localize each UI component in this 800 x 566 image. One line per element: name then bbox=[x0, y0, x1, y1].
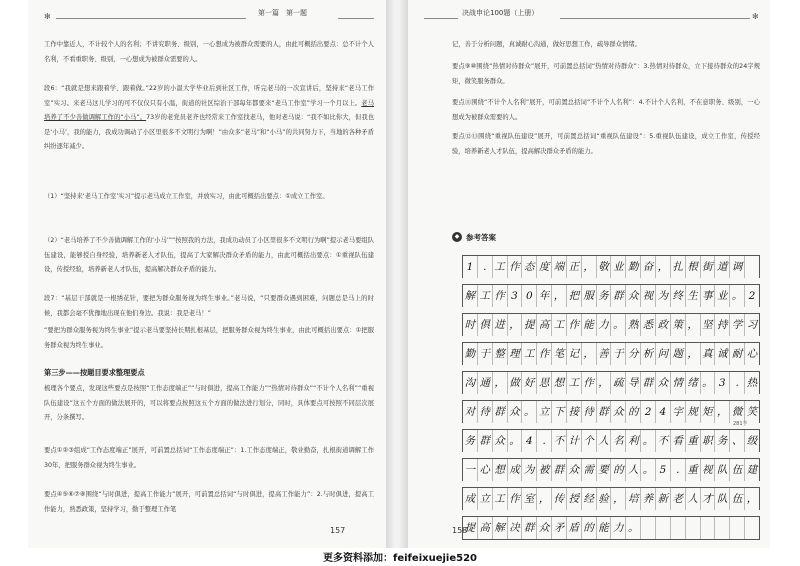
left-para-7: 梳理各个要点，发现这些要点是按照“工作态度端正”“与时俱进，提高工作能力”“热情对待群众”“不计个人名利”“重视队伍建设”这五个方面的做法展开的，可以将要点按照这五个方面的做法进行划分，同时，具体要点可按照不同层次展开，分条撰写。 bbox=[44, 385, 374, 421]
left-para-1: 工作中靠近人，不计较个人的名利；不讲究职务、级别，一心想成为被群众需要的人，由此可概括出要点：总不计个人名利，不看重职务、级别，一心想成为被群众需要的人。 bbox=[44, 41, 374, 63]
answer-grid-cell: 工 bbox=[567, 372, 582, 394]
answer-grid-cell: 情 bbox=[671, 372, 686, 394]
answer-grid-cell: 力 bbox=[597, 314, 612, 336]
left-para-9: 要点④⑤⑥⑦⑧围绕“与时俱进，提高工作能力”展开，可前置总括词“与时俱进，提高工作能力”：2.与时俱进，提高工作能力，熟悉政策，坚持学习，勤于整理工作笔 bbox=[44, 491, 374, 513]
header-rule-right-start bbox=[424, 18, 458, 19]
answer-grid-cell: 1 bbox=[463, 256, 478, 278]
answer-grid-cell: 。 bbox=[626, 517, 641, 539]
step3-heading: 第三步——按题目要求整理要点 bbox=[44, 368, 145, 377]
answer-grid-cell: 工 bbox=[493, 488, 508, 510]
answer-grid-cell: 级 bbox=[746, 435, 758, 447]
header-rule-right bbox=[560, 18, 750, 19]
answer-grid-cell: 人 bbox=[686, 488, 701, 510]
answer-grid-cell: 队 bbox=[715, 459, 730, 481]
answer-grid-cell: 为 bbox=[656, 285, 671, 307]
answer-grid-cell bbox=[656, 517, 671, 539]
answer-grid-cell: 事 bbox=[701, 285, 716, 307]
answer-grid-cell: 室 bbox=[522, 488, 537, 510]
answer-grid-cell: ， bbox=[686, 314, 701, 336]
answer-grid-cell: 解 bbox=[463, 285, 478, 307]
answer-grid-cell: 业 bbox=[715, 285, 730, 307]
answer-grid-cell: 记 bbox=[567, 343, 582, 365]
answer-grid-cell: ， bbox=[597, 372, 612, 394]
answer-grid-cell: 绪 bbox=[686, 372, 701, 394]
answer-grid-row bbox=[462, 429, 760, 452]
left-para-6: “要把为群众服务视为终生事业”提示老马要坚持长期扎根基层，把服务群众视为终生事业，由此可概括出要点：①把服务群众视为终生事业。 bbox=[44, 327, 374, 349]
header-flourish-right: ✻ bbox=[752, 12, 759, 21]
answer-grid-cell: 众 bbox=[567, 459, 582, 481]
right-para-1: 记，善于分析问题，真诚耐心沟通，做好思想工作，疏导群众情绪。 bbox=[452, 41, 641, 48]
answer-grid-cell: 群 bbox=[493, 401, 508, 423]
answer-grid-cell: 3 bbox=[715, 372, 730, 394]
answer-grid-cell: 群 bbox=[641, 372, 656, 394]
book-icon: ◆ bbox=[452, 232, 462, 242]
answer-grid-cell: 笑 bbox=[746, 406, 758, 418]
answer-grid-cell: 3 bbox=[508, 285, 523, 307]
answer-grid-cell: 看 bbox=[671, 430, 686, 452]
answer-grid-cell: 业 bbox=[611, 256, 626, 278]
answer-grid-cell: ， bbox=[582, 256, 597, 278]
answer-grid-cell: 众 bbox=[493, 430, 508, 452]
answer-grid-cell bbox=[745, 256, 759, 278]
answer-grid-cell: 想 bbox=[552, 372, 567, 394]
answer-grid-cell: 生 bbox=[686, 285, 701, 307]
answer-grid-cell: 群 bbox=[552, 459, 567, 481]
answer-grid-cell: 分 bbox=[626, 343, 641, 365]
answer-grid-row bbox=[462, 342, 760, 365]
answer-grid-cell: 盾 bbox=[567, 517, 582, 539]
answer-grid-cell: . bbox=[478, 256, 493, 278]
answer-grid-cell: 诚 bbox=[715, 343, 730, 365]
answer-grid-row bbox=[462, 313, 760, 336]
answer-grid-cell: 、 bbox=[730, 430, 745, 452]
answer-grid-cell: 计 bbox=[567, 430, 582, 452]
answer-grid-cell: 。 bbox=[611, 314, 626, 336]
answer-grid-row bbox=[462, 255, 760, 278]
answer-grid-cell bbox=[730, 517, 745, 539]
answer-grid-cell: 把 bbox=[567, 285, 582, 307]
answer-grid-cell: 养 bbox=[641, 488, 656, 510]
answer-grid-cell: 立 bbox=[537, 401, 552, 423]
answer-grid-cell: 能 bbox=[582, 314, 597, 336]
answer-grid-cell: 政 bbox=[656, 314, 671, 336]
answer-grid-cell: 对 bbox=[463, 401, 478, 423]
answer-grid-cell: 。 bbox=[701, 372, 716, 394]
answer-grid-cell: 群 bbox=[611, 285, 626, 307]
answer-grid-cell: 悉 bbox=[641, 314, 656, 336]
header-rule-left bbox=[56, 18, 246, 19]
answer-grid-cell: 理 bbox=[508, 343, 523, 365]
answer-grid-cell: ， bbox=[686, 343, 701, 365]
answer-grid-row bbox=[462, 400, 760, 423]
answer-grid-cell: 群 bbox=[597, 401, 612, 423]
answer-grid-cell: 熟 bbox=[626, 314, 641, 336]
answer-grid-cell: 经 bbox=[582, 488, 597, 510]
header-flourish-left: ✻ bbox=[44, 12, 51, 21]
answer-grid-row bbox=[462, 516, 760, 540]
answer-grid-cell: 众 bbox=[626, 285, 641, 307]
answer-grid-cell: 视 bbox=[701, 459, 716, 481]
answer-grid-cell: 群 bbox=[478, 430, 493, 452]
answer-grid-cell: 重 bbox=[686, 459, 701, 481]
answer-grid-cell: 工 bbox=[493, 256, 508, 278]
answer-grid-cell: 被 bbox=[537, 459, 552, 481]
left-para-2 bbox=[44, 82, 374, 155]
answer-grid-cell: ， bbox=[746, 493, 758, 505]
answer-grid-cell: . bbox=[537, 430, 552, 452]
header-left-label: 第一篇 第一题 bbox=[258, 9, 307, 17]
answer-grid-cell: 提 bbox=[522, 314, 537, 336]
answer-grid-cell: 。 bbox=[730, 285, 745, 307]
answer-grid-cell: 。 bbox=[641, 430, 656, 452]
answer-grid-cell: 热 bbox=[746, 377, 758, 389]
answer-grid-cell: 成 bbox=[463, 488, 478, 510]
answer-grid-cell: 5 bbox=[656, 459, 671, 481]
answer-grid-cell bbox=[745, 517, 759, 539]
answer-heading: 参考答案 bbox=[466, 233, 496, 242]
answer-grid-cell: 策 bbox=[671, 314, 686, 336]
answer-grid-cell: 的 bbox=[626, 401, 641, 423]
answer-grid-cell: 耐 bbox=[730, 343, 745, 365]
answer-grid-cell: 于 bbox=[611, 343, 626, 365]
answer-grid-cell: 众 bbox=[508, 401, 523, 423]
header-right-label: 决战申论100题（上册） bbox=[462, 9, 539, 17]
answer-grid-cell: 年 bbox=[537, 285, 552, 307]
answer-grid-cell: 习 bbox=[746, 319, 758, 331]
answer-grid-cell: 能 bbox=[597, 517, 612, 539]
answer-grid-cell: 伍 bbox=[730, 488, 745, 510]
answer-grid-cell: 4 bbox=[522, 430, 537, 452]
answer-grid-cell: ， bbox=[582, 343, 597, 365]
answer-grid-cell: 敬 bbox=[597, 256, 612, 278]
answer-grid-cell: . bbox=[671, 459, 686, 481]
answer-grid-cell: 众 bbox=[537, 517, 552, 539]
answer-grid-cell: 勤 bbox=[626, 256, 641, 278]
answer-grid-cell: 题 bbox=[671, 343, 686, 365]
answer-grid-cell: 做 bbox=[508, 372, 523, 394]
header-rule-left-end bbox=[338, 18, 374, 19]
answer-grid-cell: 于 bbox=[478, 343, 493, 365]
answer-grid-cell: 4 bbox=[656, 401, 671, 423]
answer-grid-cell: 作 bbox=[537, 343, 552, 365]
answer-grid-cell: 作 bbox=[508, 256, 523, 278]
answer-grid-cell: 工 bbox=[522, 343, 537, 365]
answer-grid-cell: 建 bbox=[746, 464, 758, 476]
left-para-2-underlined: 老马培养了不少善做调解工作的“小马”。 bbox=[44, 99, 374, 121]
answer-grid-cell: 解 bbox=[493, 517, 508, 539]
answer-grid-cell: 矛 bbox=[552, 517, 567, 539]
answer-grid-cell: 心 bbox=[746, 348, 758, 360]
answer-grid-cell: 度 bbox=[537, 256, 552, 278]
answer-grid-cell: 规 bbox=[686, 401, 701, 423]
answer-grid-cell: 正 bbox=[567, 256, 582, 278]
answer-grid-cell: 作 bbox=[493, 285, 508, 307]
answer-grid-cell: 待 bbox=[478, 401, 493, 423]
answer-grid-cell: 整 bbox=[493, 343, 508, 365]
answer-grid-cell: 导 bbox=[626, 372, 641, 394]
answer-grid-cell: 终 bbox=[671, 285, 686, 307]
answer-grid-cell: 沟 bbox=[463, 372, 478, 394]
answer-grid-cell: ， bbox=[715, 401, 730, 423]
right-para-2: 要点⑨⑩围绕“热情对待群众”展开，可前置总括词“热情对待群众”：3.热情对待群众，立下接待群众的24字规矩，微笑服务群众。 bbox=[452, 63, 760, 85]
answer-grid-cell: 态 bbox=[522, 256, 537, 278]
answer-grid-cell: 下 bbox=[552, 401, 567, 423]
answer-grid-cell: 务 bbox=[463, 430, 478, 452]
answer-grid-cell: 授 bbox=[567, 488, 582, 510]
answer-grid-cell: 。 bbox=[522, 401, 537, 423]
answer-grid-cell: 务 bbox=[597, 285, 612, 307]
answer-grid-cell: 务 bbox=[715, 430, 730, 452]
answer-grid-cell: 2 bbox=[748, 290, 756, 302]
answer-grid-cell: 验 bbox=[597, 488, 612, 510]
answer-grid-cell: 0 bbox=[522, 285, 537, 307]
answer-grid-cell: 矩 bbox=[701, 401, 716, 423]
answer-grid-cell: 端 bbox=[552, 256, 567, 278]
answer-grid-cell: 服 bbox=[582, 285, 597, 307]
answer-grid-cell: 人 bbox=[597, 430, 612, 452]
answer-grid-cell: 决 bbox=[508, 517, 523, 539]
answer-grid-cell: ， bbox=[656, 256, 671, 278]
answer-grid-cell: 要 bbox=[597, 459, 612, 481]
answer-grid-cell bbox=[641, 517, 656, 539]
left-para-2-text: 段6：“我就是想来跟着学、跟着做。”22岁的小温大学毕业后到社区工作，听完老马的一次宣讲后，坚持来“老马工作室”实习。来老马这儿学习的可不仅仅只有小温，街道的社区综治干部每年都要来“老马工作室”学习一个月以上。 bbox=[44, 85, 374, 107]
left-para-5: 段7：“基层干部就是一根绣花针，要把为群众服务视为终生事业。”老马说，“只要群众遇到困难，问题总是马上的时候，我都会毫不犹豫地出现在他们身边。我说：我是老马！” bbox=[44, 295, 374, 317]
answer-grid-cell: 进 bbox=[493, 314, 508, 336]
answer-grid-cell: 俱 bbox=[478, 314, 493, 336]
answer-grid-cell: 作 bbox=[582, 372, 597, 394]
right-para-3: 要点⑪围绕“不计个人名利”展开，可前置总括词“不计个人名利”：4.不计个人名利，不在意职务、级别，一心想成为被群众需要的人。 bbox=[452, 99, 760, 121]
answer-grid-cell: 时 bbox=[463, 314, 478, 336]
answer-grid-cell: ， bbox=[493, 372, 508, 394]
answer-grid-cell: 提 bbox=[463, 517, 478, 539]
answer-grid-cell: 根 bbox=[686, 256, 701, 278]
book-gutter bbox=[386, 0, 408, 548]
answer-grid-cell: 高 bbox=[478, 517, 493, 539]
answer-grid-cell: 微 bbox=[730, 401, 745, 423]
answer-grid-cell: 通 bbox=[478, 372, 493, 394]
left-para-2-tail: 73岁的老党员老齐也经常来工作室找老马，他对老马说：“我不如比你大，但我也是‘小马’，我的能力，我成功调动了小区里很多不文明行为啊！”由众多“老马”和“小马”的共同努力下，当地的各种矛盾纠纷逐年减少。 bbox=[44, 114, 374, 150]
answer-grid-cell: 作 bbox=[508, 488, 523, 510]
answer-grid-cell: 街 bbox=[701, 256, 716, 278]
answer-grid-cell: 扎 bbox=[671, 256, 686, 278]
left-para-4: （2）“老马培养了不少善做调解工作的‘小马’”“按照我的方法，我成功动员了小区里很多不文明行为啊”提示老马要组队伍建设，能够授自身经验，培养新老人才队伍，提高了大家解决群众矛盾的能力，由此可概括出要点：①重视队伍建设，传授经验，培养新老人才队伍，提高解决群众矛盾的能力。 bbox=[44, 237, 374, 273]
answer-grid-cell: 道 bbox=[715, 256, 730, 278]
answer-grid-cell: 思 bbox=[537, 372, 552, 394]
answer-grid-cell: 个 bbox=[582, 430, 597, 452]
answer-grid-cell: 重 bbox=[686, 430, 701, 452]
answer-grid-cell: 人 bbox=[626, 459, 641, 481]
answer-grid-cell: 好 bbox=[522, 372, 537, 394]
answer-grid-cell: 疏 bbox=[611, 372, 626, 394]
answer-grid-cell: ， bbox=[611, 488, 626, 510]
answer-grid-cell: 需 bbox=[582, 459, 597, 481]
answer-grid-cell: 待 bbox=[582, 401, 597, 423]
answer-grid-cell: 传 bbox=[552, 488, 567, 510]
answer-grid-cell: 众 bbox=[656, 372, 671, 394]
answer-grid-cell: 析 bbox=[641, 343, 656, 365]
answer-grid-cell: 。 bbox=[641, 459, 656, 481]
answer-grid-cell: ， bbox=[552, 285, 567, 307]
answer-grid-cell: 队 bbox=[715, 488, 730, 510]
answer-grid-cell bbox=[686, 517, 701, 539]
answer-grid-cell: 工 bbox=[478, 285, 493, 307]
answer-grid-cell: 名 bbox=[611, 430, 626, 452]
right-para-4: 要点⑫⑬围绕“重视队伍建设”展开，可前置总括词“重视队伍建设”：5.重视队伍建设，成立工作室，传授经验，培养新老人才队伍，提高解决群众矛盾的能力。 bbox=[452, 133, 760, 155]
answer-grid-cell: 作 bbox=[567, 314, 582, 336]
answer-grid-cell: ， bbox=[508, 314, 523, 336]
answer-grid-cell: 勤 bbox=[463, 343, 478, 365]
answer-grid-cell: 学 bbox=[730, 314, 745, 336]
left-para-8: 要点①②③组成“工作态度端正”展开，可前置总括词“工作态度端正”：1.工作态度端正，敬业勤奋，扎根街道调解工作30年，把服务群众视为终生事业。 bbox=[44, 447, 374, 469]
answer-grid-cell bbox=[671, 517, 686, 539]
answer-grid-cell: 坚 bbox=[701, 314, 716, 336]
answer-grid-cell: 调 bbox=[730, 256, 745, 278]
answer-grid-cell: 笔 bbox=[552, 343, 567, 365]
answer-grid-cell: 才 bbox=[701, 488, 716, 510]
left-page-number: 157 bbox=[330, 526, 346, 535]
answer-grid-cell: 高 bbox=[537, 314, 552, 336]
answer-grid-cell: 不 bbox=[656, 430, 671, 452]
answer-grid-cell: 接 bbox=[567, 401, 582, 423]
right-page-number: 158 bbox=[452, 526, 468, 535]
answer-grid-cell: 工 bbox=[552, 314, 567, 336]
answer-grid-cell: 问 bbox=[656, 343, 671, 365]
answer-grid-cell bbox=[701, 517, 716, 539]
answer-grid-cell: 为 bbox=[522, 459, 537, 481]
answer-grid-cell: 持 bbox=[715, 314, 730, 336]
answer-grid-cell: 不 bbox=[552, 430, 567, 452]
answer-grid-cell: 想 bbox=[493, 459, 508, 481]
answer-grid-cell: 群 bbox=[522, 517, 537, 539]
answer-grid-cell: 一 bbox=[463, 459, 478, 481]
answer-grid-cell bbox=[715, 517, 730, 539]
footer-text: 更多资料添加：feifeixuejie520 bbox=[323, 553, 477, 564]
answer-grid-cell: 老 bbox=[671, 488, 686, 510]
answer-grid-cell: 利 bbox=[626, 430, 641, 452]
answer-grid-cell: 善 bbox=[597, 343, 612, 365]
answer-grid-cell: 立 bbox=[478, 488, 493, 510]
answer-grid-cell: 众 bbox=[611, 401, 626, 423]
answer-grid-cell: 职 bbox=[701, 430, 716, 452]
answer-grid-cell: 成 bbox=[508, 459, 523, 481]
answer-grid bbox=[462, 255, 760, 540]
answer-grid-cell: . bbox=[730, 372, 745, 394]
answer-grid-cell: 的 bbox=[582, 517, 597, 539]
answer-grid-cell: 。 bbox=[508, 430, 523, 452]
answer-grid-row bbox=[462, 284, 760, 307]
left-para-3: （1）“坚持来‘老马工作室’实习”提示老马成立工作室，并放实习，由此可概括出要点：①成立工作室。 bbox=[44, 193, 329, 200]
answer-grid-cell: 新 bbox=[656, 488, 671, 510]
answer-grid-row bbox=[462, 487, 760, 510]
answer-grid-cell: 的 bbox=[611, 459, 626, 481]
answer-grid-cell: 视 bbox=[641, 285, 656, 307]
answer-grid-cell: 奋 bbox=[641, 256, 656, 278]
answer-grid-cell: 伍 bbox=[730, 459, 745, 481]
answer-grid-cell: 字 bbox=[671, 401, 686, 423]
answer-grid-cell: 培 bbox=[626, 488, 641, 510]
answer-grid-cell: 2 bbox=[641, 401, 656, 423]
answer-grid-cell: ， bbox=[537, 488, 552, 510]
answer-grid-cell: 力 bbox=[611, 517, 626, 539]
answer-grid-cell: 心 bbox=[478, 459, 493, 481]
word-count-label: 281字 bbox=[733, 421, 748, 427]
answer-grid-cell: 真 bbox=[701, 343, 716, 365]
answer-grid-row bbox=[462, 371, 760, 394]
answer-grid-row bbox=[462, 458, 760, 481]
